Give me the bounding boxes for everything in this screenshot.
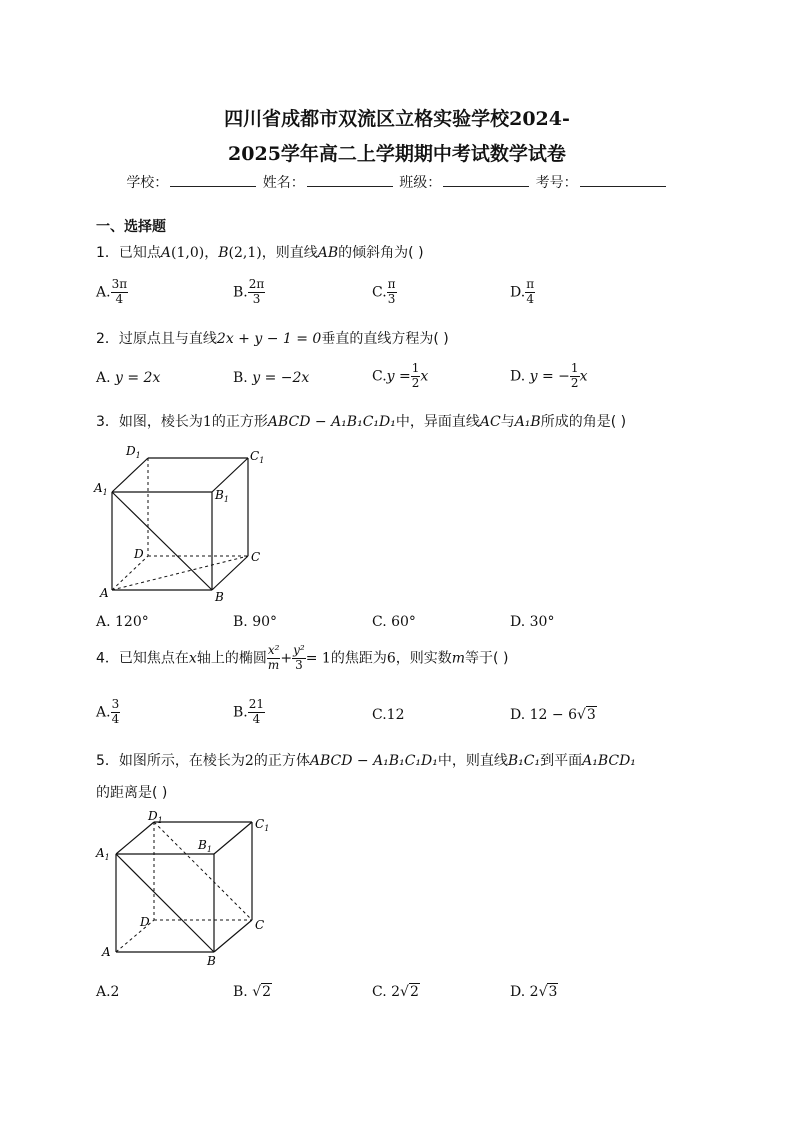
q2-opt-c-post: x (420, 368, 429, 385)
label-b: B (215, 590, 224, 604)
label-a1: $A_1$ (96, 846, 110, 862)
q5-option-b[interactable] (233, 984, 272, 1000)
question-3 (96, 411, 626, 431)
edge-a1d1 (112, 458, 148, 492)
q1-opt-a-den: 4 (115, 291, 124, 306)
cube-figure-2 (90, 808, 280, 974)
q2-opt-c-pre: y = (386, 368, 411, 385)
q4-equals-1: = 1 (305, 650, 331, 667)
q5-option-a[interactable]: A.2 (96, 984, 120, 1000)
q1-opt-d-frac (525, 278, 535, 307)
q3-line-a1b: A₁B (514, 414, 541, 430)
school-blank[interactable] (170, 174, 256, 187)
q5-opt-c-pre: 2 (391, 984, 401, 1000)
q4-opt-d-label: D. (510, 707, 526, 723)
cube-figure-1 (90, 440, 280, 608)
q4-opt-a-frac (111, 698, 121, 727)
edge-bc (212, 556, 248, 590)
number-label: 考号： (535, 175, 578, 191)
school-label: 学校： (126, 175, 169, 191)
q2-opt-c-num: 1 (411, 361, 420, 375)
q4-text-3: 的焦距为 (330, 650, 387, 667)
edge-ad-hidden (112, 556, 148, 590)
q2-opt-b-expr: y = −2x (252, 370, 310, 386)
q1-coord-b: (2,1) (228, 245, 262, 261)
q3-length: 1 (202, 414, 212, 430)
q4-text-2: 轴上的椭圆 (196, 650, 267, 667)
label-c: C (255, 918, 265, 932)
q1-coord-a: (1,0) (171, 245, 205, 261)
q4-text: 已知焦点在 (118, 650, 189, 667)
q5-cube: ABCD − A₁B₁C₁D₁ (309, 753, 438, 769)
question-5 (96, 750, 636, 770)
q5-opt-b-radicand: 2 (262, 984, 272, 1000)
label-b1: $B_1$ (198, 838, 212, 854)
q2-number: 2． (96, 331, 119, 347)
label-d1: $D_1$ (148, 809, 163, 825)
q4-frac-2-den: 3 (295, 657, 303, 672)
q3-cube: ABCD − A₁B₁C₁D₁ (267, 414, 396, 430)
label-a1: $A_1$ (94, 481, 108, 497)
q1-opt-b-label: B. (233, 284, 248, 301)
edge-b1c1 (212, 458, 248, 492)
q1-option-b[interactable] (233, 278, 265, 307)
q5-number: 5． (96, 753, 119, 769)
q2-opt-d-frac (570, 362, 580, 391)
q1-point-a: A (160, 245, 172, 261)
diag-d1c-hidden (154, 822, 252, 920)
q4-opt-a-label: A. (96, 704, 111, 721)
question-1 (96, 242, 424, 262)
q2-text: 过原点且与直线 (118, 331, 217, 347)
q1-opt-d-num: π (526, 277, 535, 291)
question-2 (96, 328, 449, 348)
number-blank[interactable] (580, 174, 666, 187)
q4-option-b[interactable] (233, 698, 265, 727)
q1-option-d[interactable] (510, 278, 535, 307)
q1-text-2: ，则直线 (261, 245, 318, 261)
q1-option-c[interactable] (372, 278, 397, 307)
q4-option-c[interactable]: C.12 (372, 707, 405, 723)
q2-opt-a-label: A. (96, 370, 111, 386)
class-blank[interactable] (443, 174, 529, 187)
q1-opt-d-label: D. (510, 284, 526, 301)
q1-opt-b-frac (248, 278, 266, 307)
q5-opt-d-radicand: 3 (548, 984, 558, 1000)
q5-opt-c-label: C. (372, 984, 387, 1000)
q4-frac-2 (292, 644, 306, 673)
class-label: 班级： (399, 175, 442, 191)
q5-plane: A₁BCD₁ (582, 753, 636, 769)
label-b: B (207, 954, 216, 968)
edge-b1c1 (214, 822, 252, 854)
q4-number: 4． (96, 650, 119, 667)
q1-line-ab: AB (317, 245, 339, 261)
question-4 (96, 644, 508, 673)
title-line-2: 2025学年高二上学期期中考试数学试卷 (228, 143, 566, 165)
q3-text-3: 中，异面直线 (395, 414, 480, 430)
name-blank[interactable] (307, 174, 393, 187)
q2-option-b[interactable] (233, 370, 309, 386)
q5-opt-d-label: D. (510, 984, 526, 1000)
q2-opt-d-num: 1 (570, 361, 579, 375)
q2-opt-c-frac (411, 362, 421, 391)
q1-opt-c-label: C. (372, 284, 387, 301)
label-a: A (100, 586, 109, 600)
label-c1: $C_1$ (250, 449, 265, 465)
q5-text-4: 到平面 (540, 753, 583, 769)
q1-opt-a-num: 3π (111, 277, 128, 291)
q3-line-ac: AC (479, 414, 501, 430)
q2-opt-c-label: C. (372, 368, 387, 385)
q3-text-2: 的正方形 (211, 414, 268, 430)
q4-text-4: ，则实数 (395, 650, 452, 667)
q5-text: 如图所示，在棱长为 (118, 753, 245, 769)
q1-option-a[interactable] (96, 278, 128, 307)
label-a: A (102, 945, 111, 959)
q3-option-a[interactable]: A. 120° (96, 614, 149, 630)
q3-number: 3． (96, 414, 119, 430)
q3-option-d[interactable]: D. 30° (510, 614, 555, 630)
q4-opt-d-radical: √3 (577, 707, 596, 723)
title-line-1: 四川省成都市双流区立格实验学校2024- (224, 108, 570, 130)
q2-opt-c-den: 2 (411, 375, 420, 390)
q1-point-b: B (218, 245, 229, 261)
q5-opt-b-radical: √2 (252, 984, 272, 1000)
q5-line-b1c1: B₁C₁ (507, 753, 541, 769)
q1-opt-c-den: 3 (387, 291, 396, 306)
q1-opt-d-den: 4 (526, 291, 534, 306)
q4-opt-a-den: 4 (111, 711, 120, 726)
q2-opt-d-den: 2 (570, 375, 579, 390)
edge-bc (214, 920, 252, 952)
q2-option-d[interactable] (510, 362, 587, 391)
q1-opt-b-num: 2π (248, 277, 265, 291)
q2-option-a[interactable] (96, 370, 160, 386)
q4-opt-d-radicand: 3 (586, 707, 596, 723)
q5-text-2: 的正方体 (253, 753, 310, 769)
label-d: D (134, 547, 144, 561)
section-title: 一、选择题 (96, 219, 166, 235)
q4-opt-b-den: 4 (252, 711, 261, 726)
q4-m-var: m (451, 650, 466, 667)
q2-opt-d-pre: y = − (529, 368, 570, 385)
q1-sep: ， (204, 245, 219, 261)
q3-text-4: 与 (500, 414, 515, 430)
q4-six: 6 (386, 650, 396, 667)
q4-opt-d-pre: 12 − 6 (529, 707, 577, 723)
diag-ac-hidden (112, 556, 248, 590)
q1-opt-a-label: A. (96, 284, 111, 301)
q4-frac-1 (267, 644, 281, 673)
q4-x-var: x (188, 650, 197, 667)
q3-text: 如图，棱长为 (118, 414, 203, 430)
q3-option-b[interactable]: B. 90° (233, 614, 278, 630)
q2-option-c[interactable] (372, 362, 428, 391)
q5-opt-d-pre: 2 (529, 984, 539, 1000)
q5-opt-b-label: B. (233, 984, 248, 1000)
q2-equation: 2x + y − 1 = 0 (216, 331, 322, 347)
q5-option-d[interactable] (510, 984, 558, 1000)
q2-opt-d-post: x (579, 368, 588, 385)
q5-opt-c-radicand: 2 (409, 984, 419, 1000)
q4-opt-b-label: B. (233, 704, 248, 721)
q4-option-d[interactable] (510, 707, 597, 723)
q2-opt-d-label: D. (510, 368, 526, 385)
q2-opt-a-expr: y = 2x (115, 370, 161, 386)
q1-opt-a-frac (111, 278, 129, 307)
name-label: 姓名： (262, 175, 305, 191)
q4-opt-b-frac (248, 698, 265, 727)
q4-frac-2-num: y² (293, 643, 305, 657)
q5-opt-c-radical: √2 (400, 984, 419, 1000)
q4-plus: + (280, 650, 293, 667)
diag-a1b (116, 854, 214, 952)
label-d: D (140, 915, 150, 929)
q1-text-3: 的倾斜角为( ) (338, 245, 424, 261)
q1-number: 1． (96, 245, 119, 261)
label-c1: $C_1$ (255, 817, 270, 833)
q5-length: 2 (244, 753, 254, 769)
q5-text-3: 中，则直线 (437, 753, 508, 769)
student-info (0, 172, 794, 192)
question-5-line-2: 的距离是( ) (96, 785, 168, 801)
q2-opt-b-label: B. (233, 370, 248, 386)
edge-a1d1 (116, 822, 154, 854)
q2-text-2: 垂直的直线方程为( ) (321, 331, 449, 347)
q4-frac-1-num: x² (267, 643, 280, 657)
label-c: C (251, 550, 261, 564)
q4-opt-b-num: 21 (248, 697, 265, 711)
q4-option-a[interactable] (96, 698, 120, 727)
q1-text: 已知点 (118, 245, 161, 261)
label-b1: $B_1$ (215, 488, 229, 504)
q4-opt-a-num: 3 (111, 697, 120, 711)
q1-opt-c-num: π (387, 277, 396, 291)
q4-text-5: 等于( ) (465, 650, 509, 667)
q3-text-5: 所成的角是( ) (540, 414, 627, 430)
q5-opt-d-radical: √3 (538, 984, 558, 1000)
q3-option-c[interactable]: C. 60° (372, 614, 416, 630)
q4-frac-1-den: m (267, 657, 280, 672)
q1-opt-c-frac (387, 278, 397, 307)
q5-option-c[interactable] (372, 984, 420, 1000)
q1-opt-b-den: 3 (252, 291, 261, 306)
label-d1: $D_1$ (126, 444, 141, 460)
